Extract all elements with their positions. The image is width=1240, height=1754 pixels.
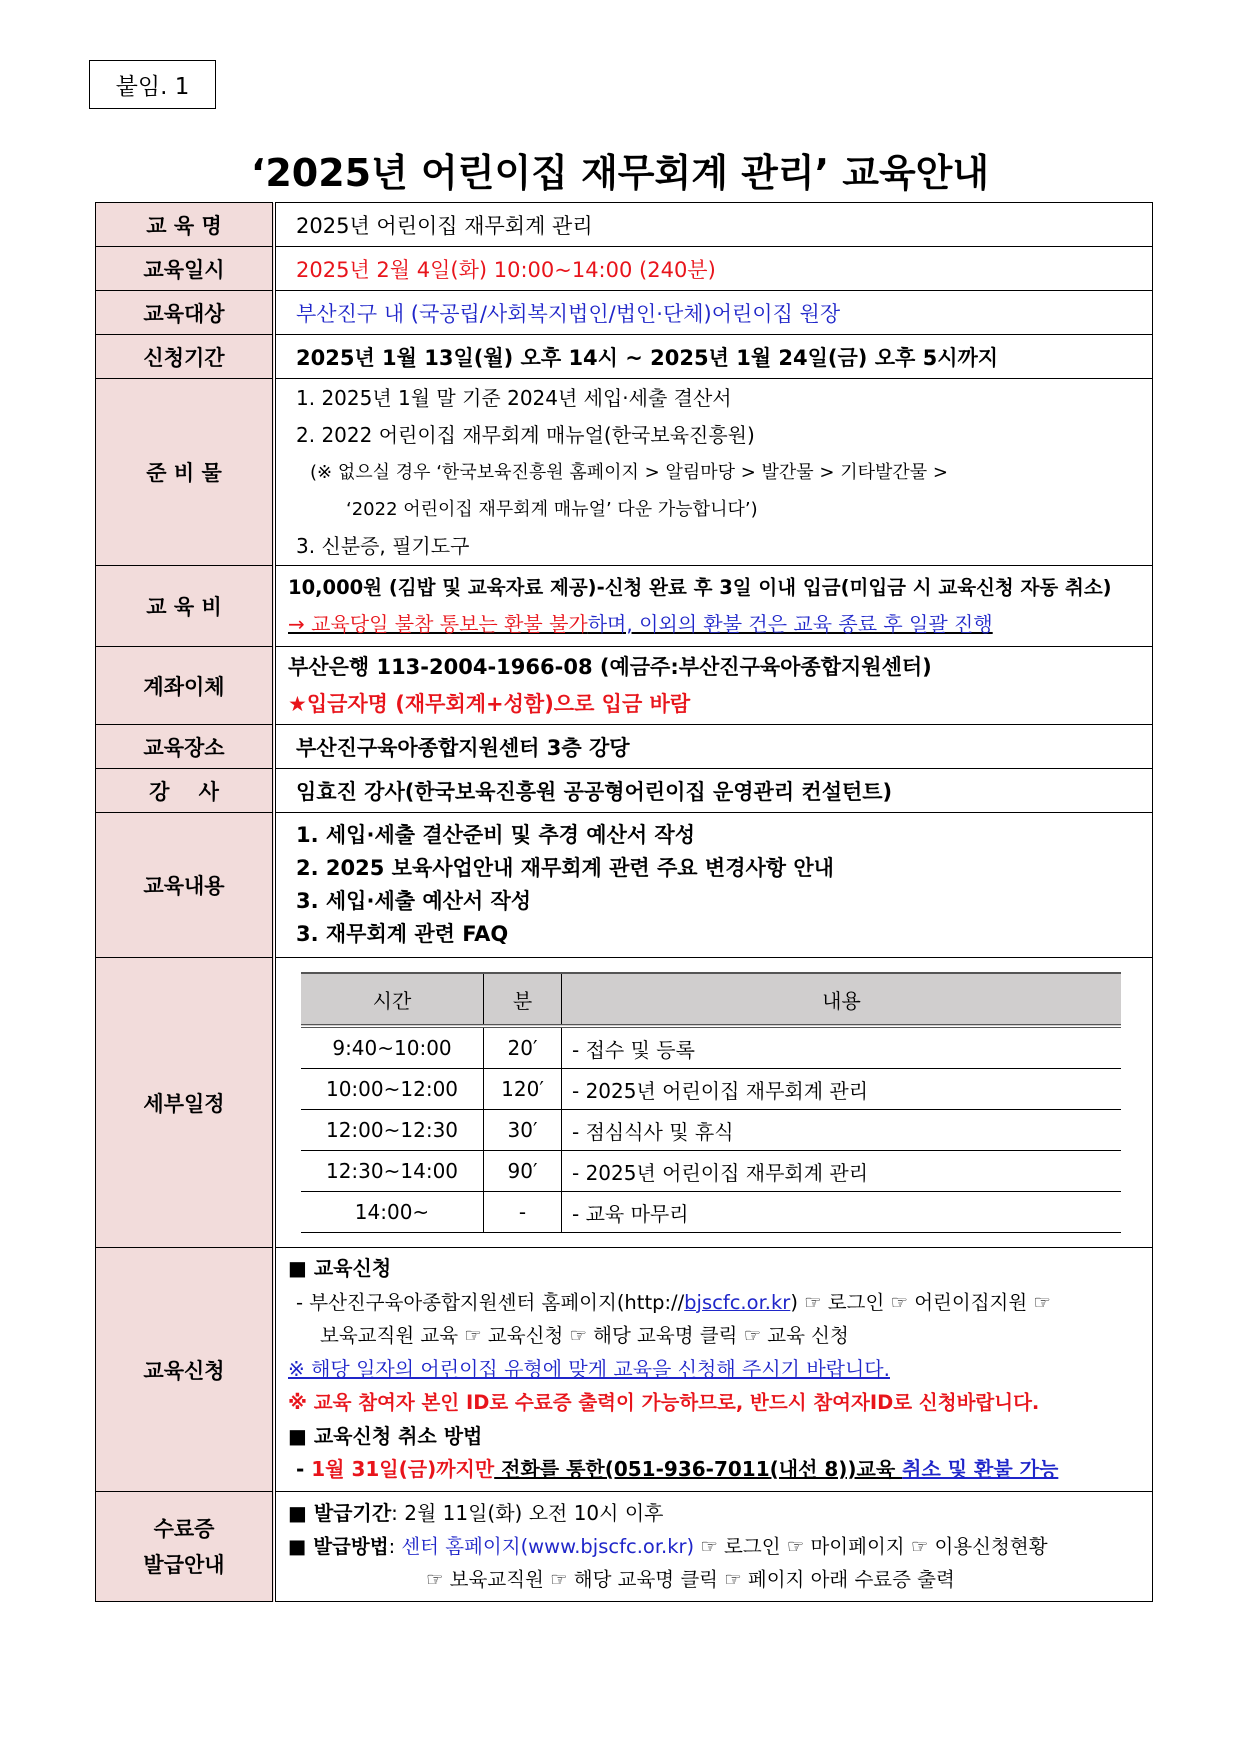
cert-method-line-2: ☞ 보육교직원 ☞ 해당 교육명 클릭 ☞ 페이지 아래 수료증 출력 [426,1568,955,1591]
apply-heading: ■ 교육신청 [288,1256,392,1281]
label-place: 교육장소 [96,725,275,769]
row-cert [96,1492,1153,1602]
value-fee [274,566,1153,647]
value-lecturer: 임효진 강사(한국보육진흥원 공공형어린이집 운영관리 컨설턴트) [274,769,1153,813]
schedule-min: 90′ [484,1151,562,1192]
label-apply: 교육신청 [96,1248,275,1492]
label-date: 교육일시 [96,247,275,291]
row-prep [96,379,1153,566]
row-schedule [96,958,1153,1248]
schedule-time: 12:00~12:30 [301,1110,484,1151]
row-lecturer [96,769,1153,813]
account-line-1: 부산은행 113-2004-1966-08 (예금주:부산진구육아종합지원센터) [288,654,932,679]
prep-item-1: 1. 2025년 1월 말 기준 2024년 세입·세출 결산서 [296,385,732,410]
row-content [96,813,1153,958]
info-table [95,202,1153,1602]
schedule-table [301,972,1121,1233]
apply-step-line-1: - 부산진구육아종합지원센터 홈페이지(http://bjscfc.or.kr) ☞ 로그인 ☞ 어린이집지원 ☞ [296,1290,1051,1314]
schedule-header-content: 내용 [562,973,1122,1026]
label-schedule: 세부일정 [96,958,275,1248]
value-date: 2025년 2월 4일(화) 10:00~14:00 (240분) [274,247,1153,291]
apply-step-line-2: 보육교직원 교육 ☞ 교육신청 ☞ 해당 교육명 클릭 ☞ 교육 신청 [320,1324,849,1348]
page-title: ‘2025년 어린이집 재무회계 관리’ 교육안내 [250,151,990,195]
value-prep [274,379,1153,566]
fee-no-refund: → 교육당일 불참 통보는 환불 불가 [288,612,588,636]
schedule-header-time: 시간 [301,973,484,1026]
cancel-method: - 1월 31일(금)까지만 전화를 통한(051-936-7011(내선 8))교육 취소 및 환불 가능 [296,1457,1059,1482]
row-date [96,247,1153,291]
label-lecturer: 강 사 [96,769,275,813]
schedule-time: 9:40~10:00 [301,1026,484,1069]
label-fee: 교 육 비 [96,566,275,647]
fee-line-1: 10,000원 (김밥 및 교육자료 제공)-신청 완료 후 3일 이내 입금(미입금 시 교육신청 자동 취소) [288,576,1112,599]
value-place: 부산진구육아종합지원센터 3층 강당 [274,725,1153,769]
attachment-label: 붙임. 1 [89,60,216,109]
schedule-header-row [301,973,1121,1026]
fee-refund-note: 하며, 이외의 환불 건은 교육 종료 후 일괄 진행 [587,612,993,636]
fee-line-2 [288,606,1152,643]
schedule-row [301,1026,1121,1069]
schedule-row [301,1069,1121,1110]
schedule-time: 10:00~12:00 [301,1069,484,1110]
row-account [96,647,1153,725]
schedule-min: 120′ [484,1069,562,1110]
label-content: 교육내용 [96,813,275,958]
schedule-row [301,1192,1121,1233]
schedule-time: 12:30~14:00 [301,1151,484,1192]
value-account [274,647,1153,725]
schedule-min: 20′ [484,1026,562,1069]
value-content [274,813,1153,958]
value-target: 부산진구 내 (국공립/사회복지법인/법인·단체)어린이집 원장 [274,291,1153,335]
schedule-content: - 접수 및 등록 [562,1026,1122,1069]
row-target [96,291,1153,335]
cancel-heading: ■ 교육신청 취소 방법 [288,1423,483,1448]
row-place [96,725,1153,769]
schedule-header-min: 분 [484,973,562,1026]
cert-method: ■ 발급방법: 센터 홈페이지(www.bjscfc.or.kr) ☞ 로그인 ☞ 마이페이지 ☞ 이용신청현황 [288,1535,1048,1558]
apply-note-id: ※ 교육 참여자 본인 ID로 수료증 출력이 가능하므로, 반드시 참여자ID로 신청바랍니다. [288,1391,1040,1415]
label-name: 교 육 명 [96,203,275,247]
content-item-3: 3. 세입·세출 예산서 작성 [296,889,532,913]
value-period: 2025년 1월 13일(월) 오후 14시 ~ 2025년 1월 24일(금) 오후 5시까지 [274,335,1153,379]
value-name: 2025년 어린이집 재무회계 관리 [274,203,1153,247]
content-item-2: 2. 2025 보육사업안내 재무회계 관련 주요 변경사항 안내 [296,856,834,880]
schedule-content: - 2025년 어린이집 재무회계 관리 [562,1151,1122,1192]
value-schedule [274,958,1153,1248]
schedule-min: 30′ [484,1110,562,1151]
value-cert [274,1492,1153,1602]
row-fee [96,566,1153,647]
schedule-row [301,1151,1121,1192]
label-target: 교육대상 [96,291,275,335]
value-apply [274,1248,1153,1492]
prep-note-1: (※ 없으실 경우 ‘한국보육진흥원 홈페이지 > 알림마당 > 발간물 > 기타발간물 > [310,461,948,483]
schedule-content: - 점심식사 및 휴식 [562,1110,1122,1151]
label-account: 계좌이체 [96,647,275,725]
cert-period: ■ 발급기간: 2월 11일(화) 오전 10시 이후 [288,1501,664,1525]
prep-item-2: 2. 2022 어린이집 재무회계 매뉴얼(한국보육진흥원) [296,422,755,447]
row-name [96,203,1153,247]
account-line-2: ★입금자명 (재무회계+성함)으로 입금 바람 [288,691,691,716]
center-homepage-link[interactable]: bjscfc.or.kr [684,1290,791,1314]
cert-homepage-link[interactable]: 센터 홈페이지(www.bjscfc.or.kr) [401,1535,695,1558]
content-item-4: 3. 재무회계 관련 FAQ [296,922,509,946]
label-prep: 준 비 물 [96,379,275,566]
schedule-content: - 교육 마무리 [562,1192,1122,1233]
label-cert: 수료증 발급안내 [96,1492,275,1602]
label-period: 신청기간 [96,335,275,379]
row-period [96,335,1153,379]
schedule-min: - [484,1192,562,1233]
prep-note-2: ‘2022 어린이집 재무회계 매뉴얼’ 다운 가능합니다’) [346,498,758,520]
prep-item-3: 3. 신분증, 필기도구 [296,533,470,558]
schedule-time: 14:00~ [301,1192,484,1233]
row-apply [96,1248,1153,1492]
schedule-content: - 2025년 어린이집 재무회계 관리 [562,1069,1122,1110]
content-item-1: 1. 세입·세출 결산준비 및 추경 예산서 작성 [296,823,696,847]
apply-note-type: ※ 해당 일자의 어린이집 유형에 맞게 교육을 신청해 주시기 바랍니다. [288,1356,890,1381]
schedule-row [301,1110,1121,1151]
